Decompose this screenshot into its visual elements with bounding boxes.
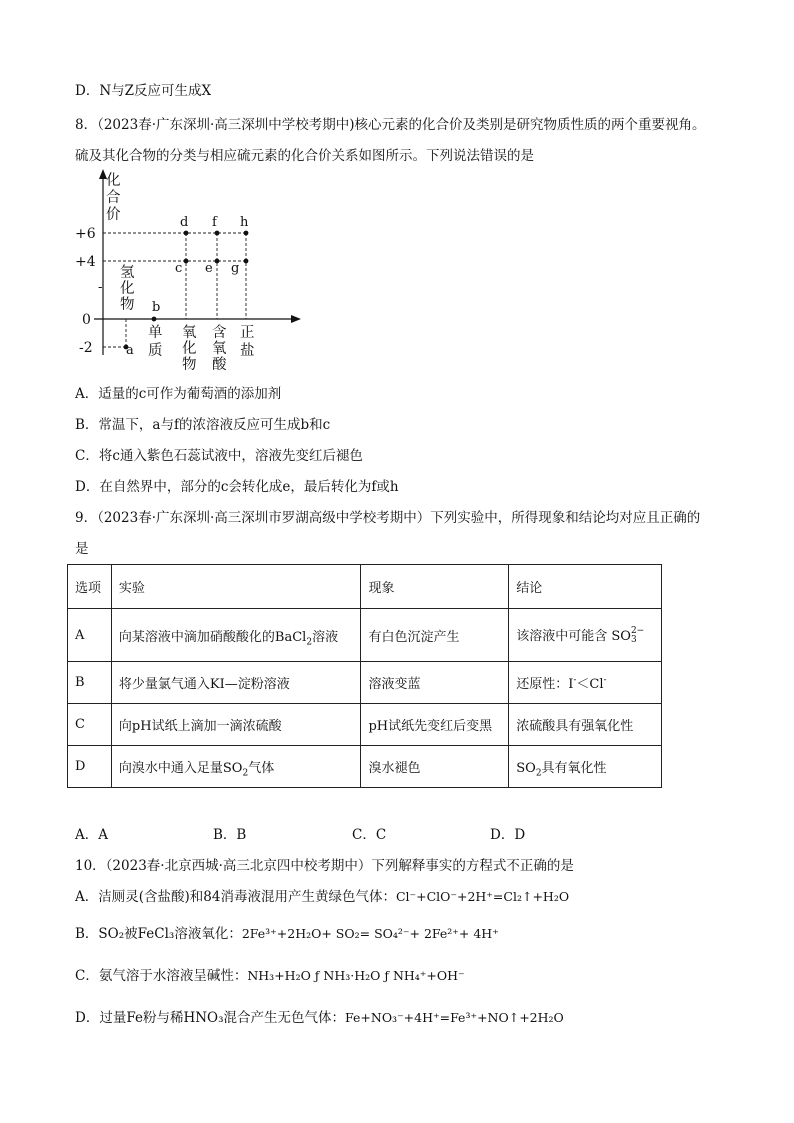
row-conclusion: $SO_2$具有氧化性 xyxy=(509,746,662,788)
q9-stem-line2: 是 xyxy=(75,541,89,557)
y-tick: -2 xyxy=(79,340,93,356)
q9-option-d: D．D xyxy=(490,827,526,843)
q10-option-d: D．过量Fe粉与稀HNO₃混合产生无色气体：Fe+NO₃⁻+4H⁺=Fe³⁺+NO↑+2H₂O xyxy=(75,1010,564,1026)
point-label-f: f xyxy=(212,215,217,230)
experiment-table xyxy=(67,564,662,788)
point-f xyxy=(215,231,220,236)
row-experiment: 向某溶液中滴加硝酸酸化的BaCl$_2$溶液 xyxy=(111,609,361,662)
q9-option-c: C．C xyxy=(352,827,387,843)
point-b xyxy=(152,317,157,322)
hydride-label-char: 氢 xyxy=(120,265,135,281)
valence-category-diagram xyxy=(70,165,310,375)
row-experiment: 向pH试纸上滴加一滴浓硫酸 xyxy=(111,704,361,746)
q9-stem-line1: 9．（2023春·广东深圳·高三深圳市罗湖高级中学校考期中）下列实验中，所得现象和结论均对应且正确的 xyxy=(75,510,701,526)
row-phenomenon: 溶液变蓝 xyxy=(361,662,509,704)
point-label-c: c xyxy=(175,261,183,276)
table-row xyxy=(68,662,662,704)
q10-option-b: B．SO₂被FeCl₃溶液氧化：2Fe³⁺+2H₂O+ SO₂= SO₄²⁻+ 2Fe²⁺+ 4H⁺ xyxy=(75,926,499,942)
point-e xyxy=(215,259,220,264)
table-row xyxy=(68,609,662,662)
point-g xyxy=(244,259,249,264)
row-phenomenon: 溴水褪色 xyxy=(361,746,509,788)
category-char: 质 xyxy=(148,343,163,359)
y-title-char: 价 xyxy=(106,207,121,223)
point-label-a: a xyxy=(126,343,134,358)
point-label-b: b xyxy=(152,300,161,315)
y-tick: +6 xyxy=(75,226,96,242)
q10-option-a: A．洁厕灵(含盐酸)和84消毒液混用产生黄绿色气体：Cl⁻+ClO⁻+2H⁺=Cl₂↑+H₂O xyxy=(75,889,570,905)
hydride-label-char: 物 xyxy=(120,297,135,313)
category-char: 氧 xyxy=(182,325,197,341)
hydride-label-char: 化 xyxy=(120,281,135,297)
q8-option-a: A．适量的c可作为葡萄酒的添加剂 xyxy=(75,386,282,402)
header-experiment: 实验 xyxy=(111,565,361,609)
point-label-d: d xyxy=(180,215,189,230)
header-option: 选项 xyxy=(68,565,112,609)
header-phenomenon: 现象 xyxy=(361,565,509,609)
row-option: A xyxy=(68,609,112,662)
q9-option-b: B．B xyxy=(213,827,247,843)
row-conclusion: 该溶液中可能含 SO 2− 3 xyxy=(509,609,662,662)
category-char: 正 xyxy=(240,325,255,341)
point-label-h: h xyxy=(240,215,249,230)
table-row xyxy=(68,746,662,788)
header-conclusion: 结论 xyxy=(509,565,662,609)
category-char: 含 xyxy=(212,325,227,341)
y-tick: +4 xyxy=(75,254,96,270)
table-header-row xyxy=(68,565,662,609)
point-label-e: e xyxy=(205,261,213,276)
category-char: 物 xyxy=(182,357,197,373)
row-conclusion: 浓硫酸具有强氧化性 xyxy=(509,704,662,746)
y-tick: 0 xyxy=(82,312,91,328)
category-char: 酸 xyxy=(212,357,227,373)
point-d xyxy=(184,231,189,236)
row-phenomenon: 有白色沉淀产生 xyxy=(361,609,509,662)
q8-option-b: B．常温下，a与f的浓溶液反应可生成b和c xyxy=(75,417,331,433)
row-phenomenon: pH试纸先变红后变黑 xyxy=(361,704,509,746)
category-char: 氧 xyxy=(212,341,227,357)
y-title-char: 合 xyxy=(106,190,121,206)
q8-stem-line2: 硫及其化合物的分类与相应硫元素的化合价关系如图所示。下列说法错误的是 xyxy=(75,148,534,164)
q8-option-c: C．将c通入紫色石蕊试液中，溶液先变红后褪色 xyxy=(75,448,363,464)
y-title-char: 化 xyxy=(106,173,121,189)
q8-option-d: D．在自然界中，部分的c会转化成e，最后转化为f或h xyxy=(75,479,399,495)
category-char: 单 xyxy=(148,325,163,341)
point-c xyxy=(184,259,189,264)
x-axis-arrow-icon xyxy=(291,315,301,323)
q9-option-a: A．A xyxy=(75,827,108,843)
q10-stem: 10．（2023春·北京西城·高三北京四中校考期中）下列解释事实的方程式不正确的是 xyxy=(75,858,574,874)
row-option: C xyxy=(68,704,112,746)
q8-stem-line1: 8．（2023春·广东深圳·高三深圳中学校考期中)核心元素的化合价及类别是研究物质性质的两个重要视角。 xyxy=(75,117,706,133)
table-row xyxy=(68,704,662,746)
row-experiment: 将少量氯气通入KI—淀粉溶液 xyxy=(111,662,361,704)
category-char: 化 xyxy=(182,341,197,357)
row-experiment: 向溴水中通入足量$SO_2$气体 xyxy=(111,746,361,788)
category-char: 盐 xyxy=(240,343,255,359)
row-option: D xyxy=(68,746,112,788)
row-conclusion: 还原性：I-＜Cl- xyxy=(509,662,662,704)
q7-option-d: D．N与Z反应可生成X xyxy=(75,83,212,99)
point-h xyxy=(244,231,249,236)
q10-option-c: C．氨气溶于水溶液呈碱性：NH₃+H₂O ƒ NH₃·H₂O ƒ NH₄⁺+OH⁻ xyxy=(75,968,465,984)
point-label-g: g xyxy=(231,261,240,276)
hydride-dash: - xyxy=(98,280,103,295)
row-option: B xyxy=(68,662,112,704)
